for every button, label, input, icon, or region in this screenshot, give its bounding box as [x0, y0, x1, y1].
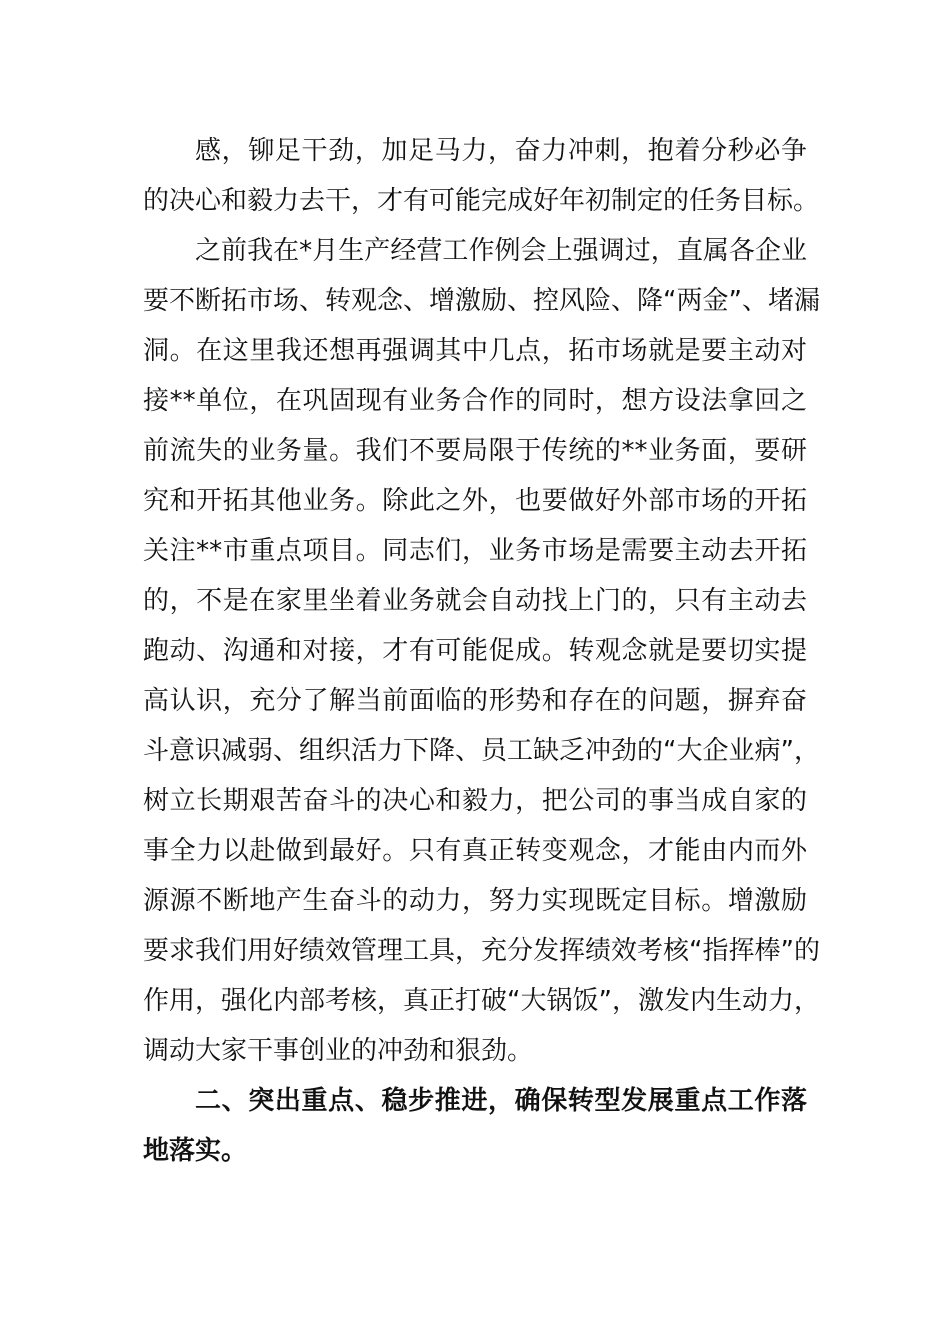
- paragraph-line: 斗意识减弱、组织活力下降、员工缺乏冲劲的“大企业病”，: [143, 736, 820, 766]
- paragraph-line: 前流失的业务量。我们不要局限于传统的**业务面，要研: [143, 436, 807, 466]
- paragraph-line: 感，铆足干劲，加足马力，奋力冲刺，抱着分秒必争: [195, 136, 807, 166]
- paragraph-line: 究和开拓其他业务。除此之外，也要做好外部市场的开拓: [143, 486, 807, 516]
- paragraph-line: 洞。在这里我还想再强调其中几点，拓市场就是要主动对: [143, 336, 807, 366]
- paragraph-1: [143, 126, 820, 226]
- paragraph-line: 跑动、沟通和对接，才有可能促成。转观念就是要切实提: [143, 636, 807, 666]
- paragraph-line: 的决心和毅力去干，才有可能完成好年初制定的任务目标。: [143, 186, 820, 216]
- heading-line: 二、突出重点、稳步推进，确保转型发展重点工作落: [195, 1086, 807, 1116]
- section-heading: [143, 1076, 807, 1176]
- paragraph-line: 高认识，充分了解当前面临的形势和存在的问题，摒弃奋: [143, 686, 807, 716]
- paragraph-line: 调动大家干事创业的冲劲和狠劲。: [143, 1036, 534, 1066]
- paragraph-line: 之前我在*月生产经营工作例会上强调过，直属各企业: [195, 236, 807, 266]
- heading-line: 地落实。: [143, 1136, 248, 1166]
- paragraph-line: 作用，强化内部考核，真正打破“大锅饭”，激发内生动力，: [143, 986, 820, 1016]
- paragraph-2: [143, 226, 820, 1076]
- document-body: [143, 126, 820, 1176]
- paragraph-line: 事全力以赴做到最好。只有真正转变观念，才能由内而外: [143, 836, 807, 866]
- paragraph-line: 接**单位，在巩固现有业务合作的同时，想方设法拿回之: [143, 386, 807, 416]
- paragraph-line: 要不断拓市场、转观念、增激励、控风险、降“两金”、堵漏: [143, 286, 820, 316]
- paragraph-line: 树立长期艰苦奋斗的决心和毅力，把公司的事当成自家的: [143, 786, 807, 816]
- paragraph-line: 源源不断地产生奋斗的动力，努力实现既定目标。增激励: [143, 886, 807, 916]
- paragraph-line: 关注**市重点项目。同志们，业务市场是需要主动去开拓: [143, 536, 807, 566]
- paragraph-line: 要求我们用好绩效管理工具，充分发挥绩效考核“指挥棒”的: [143, 936, 820, 966]
- paragraph-line: 的，不是在家里坐着业务就会自动找上门的，只有主动去: [143, 586, 807, 616]
